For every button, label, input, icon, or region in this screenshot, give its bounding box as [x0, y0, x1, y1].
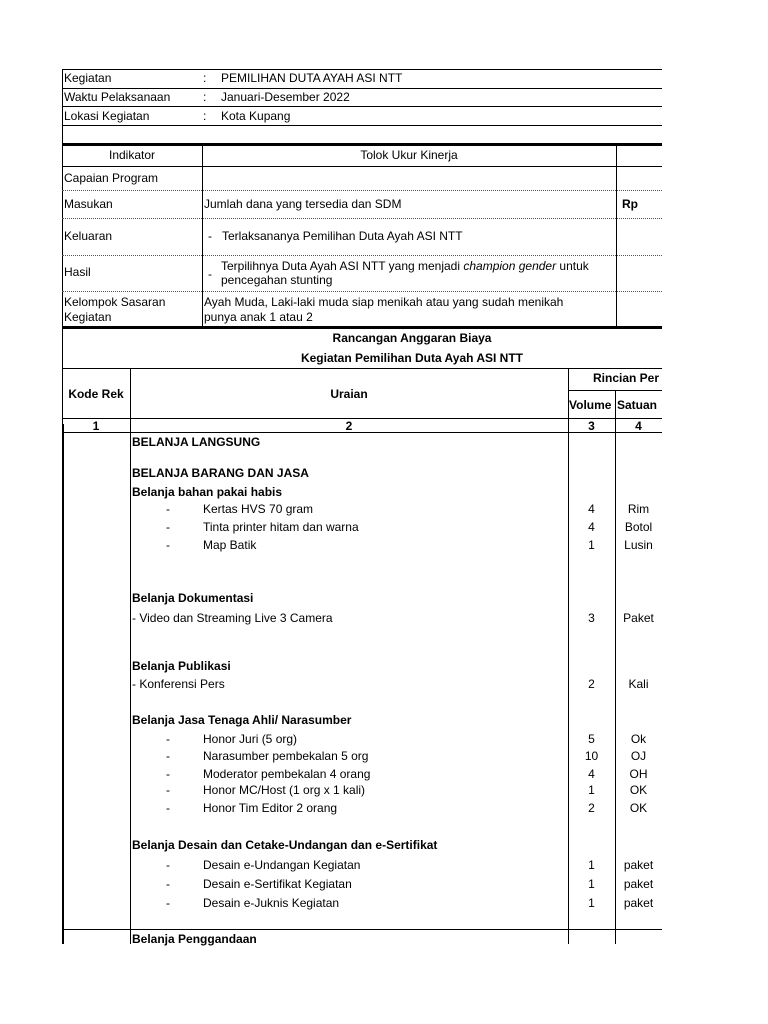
- item-satuan: Ok: [630, 732, 647, 746]
- budget-header-top: [62, 368, 662, 369]
- section-belanja-langsung: BELANJA LANGSUNG: [132, 435, 261, 449]
- section-belanja-barang-jasa: BELANJA BARANG DAN JASA: [132, 466, 309, 480]
- item-volume: 1: [588, 877, 595, 891]
- kode-rek-header: Kode Rek: [68, 387, 124, 401]
- info-value-waktu: Januari-Desember 2022: [221, 90, 350, 104]
- item-dash: -: [166, 767, 170, 781]
- indicator-label-sasaran-line1: Kelompok Sasaran: [64, 295, 166, 309]
- item-satuan: Botol: [624, 520, 653, 534]
- item-dash: -: [166, 896, 170, 910]
- item-dash: -: [166, 520, 170, 534]
- indicator-top-border: [62, 143, 662, 146]
- info-label-lokasi: Lokasi Kegiatan: [64, 109, 150, 123]
- info-row-divider: [62, 125, 662, 126]
- indicator-text-hasil-line1: Terpilihnya Duta Ayah ASI NTT yang menjadi champion gender untuk: [221, 259, 589, 273]
- rincian-header: Rincian Per: [593, 371, 660, 385]
- item-satuan: OH: [629, 767, 648, 781]
- colnum-2: 2: [345, 419, 353, 433]
- item-dash: -: [166, 783, 170, 797]
- item-satuan: OK: [629, 783, 648, 797]
- info-left-border: [62, 69, 63, 143]
- section-dokumentasi: Belanja Dokumentasi: [132, 591, 254, 605]
- item-name: Moderator pembekalan 4 orang: [203, 767, 371, 781]
- indicator-row-divider: [62, 291, 662, 292]
- item-volume: 1: [588, 858, 595, 872]
- indicator-text-hasil-line2: pencegahan stunting: [221, 273, 333, 287]
- item-name: Kertas HVS 70 gram: [203, 502, 314, 516]
- item-name: Honor Juri (5 org): [203, 732, 298, 746]
- item-volume: 4: [588, 767, 595, 781]
- item-dash: -: [166, 749, 170, 763]
- indicator-text-keluaran: Terlaksananya Pemilihan Duta Ayah ASI NTT: [222, 229, 463, 243]
- section-publikasi: Belanja Publikasi: [132, 659, 231, 673]
- item-volume: 4: [588, 520, 595, 534]
- colnum-4: 4: [635, 419, 642, 433]
- item-name: Desain e-Sertifikat Kegiatan: [203, 877, 352, 891]
- item-dash: -: [166, 538, 170, 552]
- item-volume: 10: [584, 749, 599, 763]
- indicator-text-sasaran-line1: Ayah Muda, Laki-laki muda siap menikah atau yang sudah menikah: [204, 295, 564, 309]
- item-satuan: Paket: [623, 611, 654, 625]
- item-name: Honor MC/Host (1 org x 1 kali): [203, 783, 366, 797]
- item-name: Desain e-Juknis Kegiatan: [203, 896, 340, 910]
- colnum-1: 1: [92, 419, 100, 433]
- item-volume: 4: [588, 502, 595, 516]
- colnum-bottom: [62, 432, 662, 433]
- indicator-left-border: [62, 143, 63, 327]
- item-satuan: paket: [623, 896, 654, 910]
- info-label-waktu: Waktu Pelaksanaan: [64, 90, 171, 104]
- indicator-row-divider: [62, 218, 662, 219]
- item-volume: 3: [588, 611, 595, 625]
- indicator-text-masukan: Jumlah dana yang tersedia dan SDM: [204, 197, 402, 211]
- info-row-divider: [62, 88, 662, 89]
- budget-col-divider: [130, 418, 131, 944]
- item-name: - Video dan Streaming Live 3 Camera: [132, 611, 333, 625]
- item-volume: 1: [588, 538, 595, 552]
- item-volume: 2: [588, 677, 595, 691]
- item-name: Tinta printer hitam dan warna: [203, 520, 359, 534]
- indicator-text-sasaran-line2: punya anak 1 atau 2: [204, 310, 313, 324]
- item-name: - Konferensi Pers: [132, 677, 225, 691]
- indicator-label-sasaran-line2: Kegiatan: [64, 310, 112, 324]
- indicator-row-divider: [62, 190, 662, 191]
- indicator-label-masukan: Masukan: [64, 197, 113, 211]
- section-jasa-tenaga-ahli: Belanja Jasa Tenaga Ahli/ Narasumber: [132, 713, 352, 727]
- section-bahan-pakai-habis: Belanja bahan pakai habis: [132, 485, 283, 499]
- item-satuan: paket: [623, 877, 654, 891]
- penggandaan-divider: [62, 929, 662, 930]
- info-top-border: [62, 69, 662, 70]
- budget-subtitle: Kegiatan Pemilihan Duta Ayah ASI NTT: [300, 351, 524, 365]
- info-label-kegiatan: Kegiatan: [64, 71, 112, 85]
- item-dash: -: [166, 858, 170, 872]
- volume-header: Volume: [569, 398, 612, 412]
- colnum-3: 3: [588, 419, 595, 433]
- budget-title-left-border: [62, 326, 63, 424]
- item-volume: 5: [588, 732, 595, 746]
- item-dash: -: [166, 502, 170, 516]
- indicator-dash: -: [208, 267, 212, 281]
- indicator-col-divider: [202, 143, 203, 327]
- info-sep: :: [203, 71, 207, 85]
- indicator-row-divider: [62, 255, 662, 256]
- info-value-kegiatan: PEMILIHAN DUTA AYAH ASI NTT: [221, 71, 403, 85]
- item-name: Map Batik: [203, 538, 257, 552]
- item-name: Honor Tim Editor 2 orang: [203, 801, 338, 815]
- indicator-header: Indikator: [108, 148, 156, 162]
- info-value-lokasi: Kota Kupang: [221, 109, 291, 123]
- item-satuan: OJ: [630, 749, 647, 763]
- info-row-divider: [62, 106, 662, 107]
- item-dash: -: [166, 732, 170, 746]
- item-satuan: Kali: [628, 677, 649, 691]
- item-name: Narasumber pembekalan 5 org: [203, 749, 369, 763]
- info-sep: :: [203, 109, 207, 123]
- budget-title: Rancangan Anggaran Biaya: [332, 331, 492, 345]
- item-satuan: paket: [623, 858, 654, 872]
- budget-left-border: [62, 424, 64, 944]
- indicator-dash: -: [208, 229, 212, 243]
- item-volume: 1: [588, 896, 595, 910]
- info-sep: :: [203, 90, 207, 104]
- indicator-label-hasil: Hasil: [64, 265, 91, 279]
- indicator-extra-masukan: Rp: [622, 197, 638, 211]
- indicator-label-keluaran: Keluaran: [64, 229, 113, 243]
- section-desain-cetak: Belanja Desain dan Cetake-Undangan dan e-Sertifikat: [132, 838, 438, 852]
- item-volume: 1: [588, 783, 595, 797]
- item-satuan: Lusin: [624, 538, 653, 552]
- item-satuan: OK: [629, 801, 648, 815]
- section-penggandaan: Belanja Penggandaan: [132, 932, 257, 946]
- indicator-label-capaian: Capaian Program: [64, 171, 159, 185]
- satuan-header: Satuan: [617, 398, 658, 412]
- rincian-divider: [568, 390, 662, 391]
- tolok-ukur-header: Tolok Ukur Kinerja: [360, 148, 458, 162]
- item-name: Desain e-Undangan Kegiatan: [203, 858, 361, 872]
- budget-top-border: [62, 326, 662, 329]
- uraian-header: Uraian: [330, 387, 368, 401]
- indicator-col-divider: [616, 143, 617, 327]
- item-volume: 2: [588, 801, 595, 815]
- item-satuan: Rim: [627, 502, 650, 516]
- item-dash: -: [166, 801, 170, 815]
- indicator-header-divider: [62, 166, 662, 167]
- item-dash: -: [166, 877, 170, 891]
